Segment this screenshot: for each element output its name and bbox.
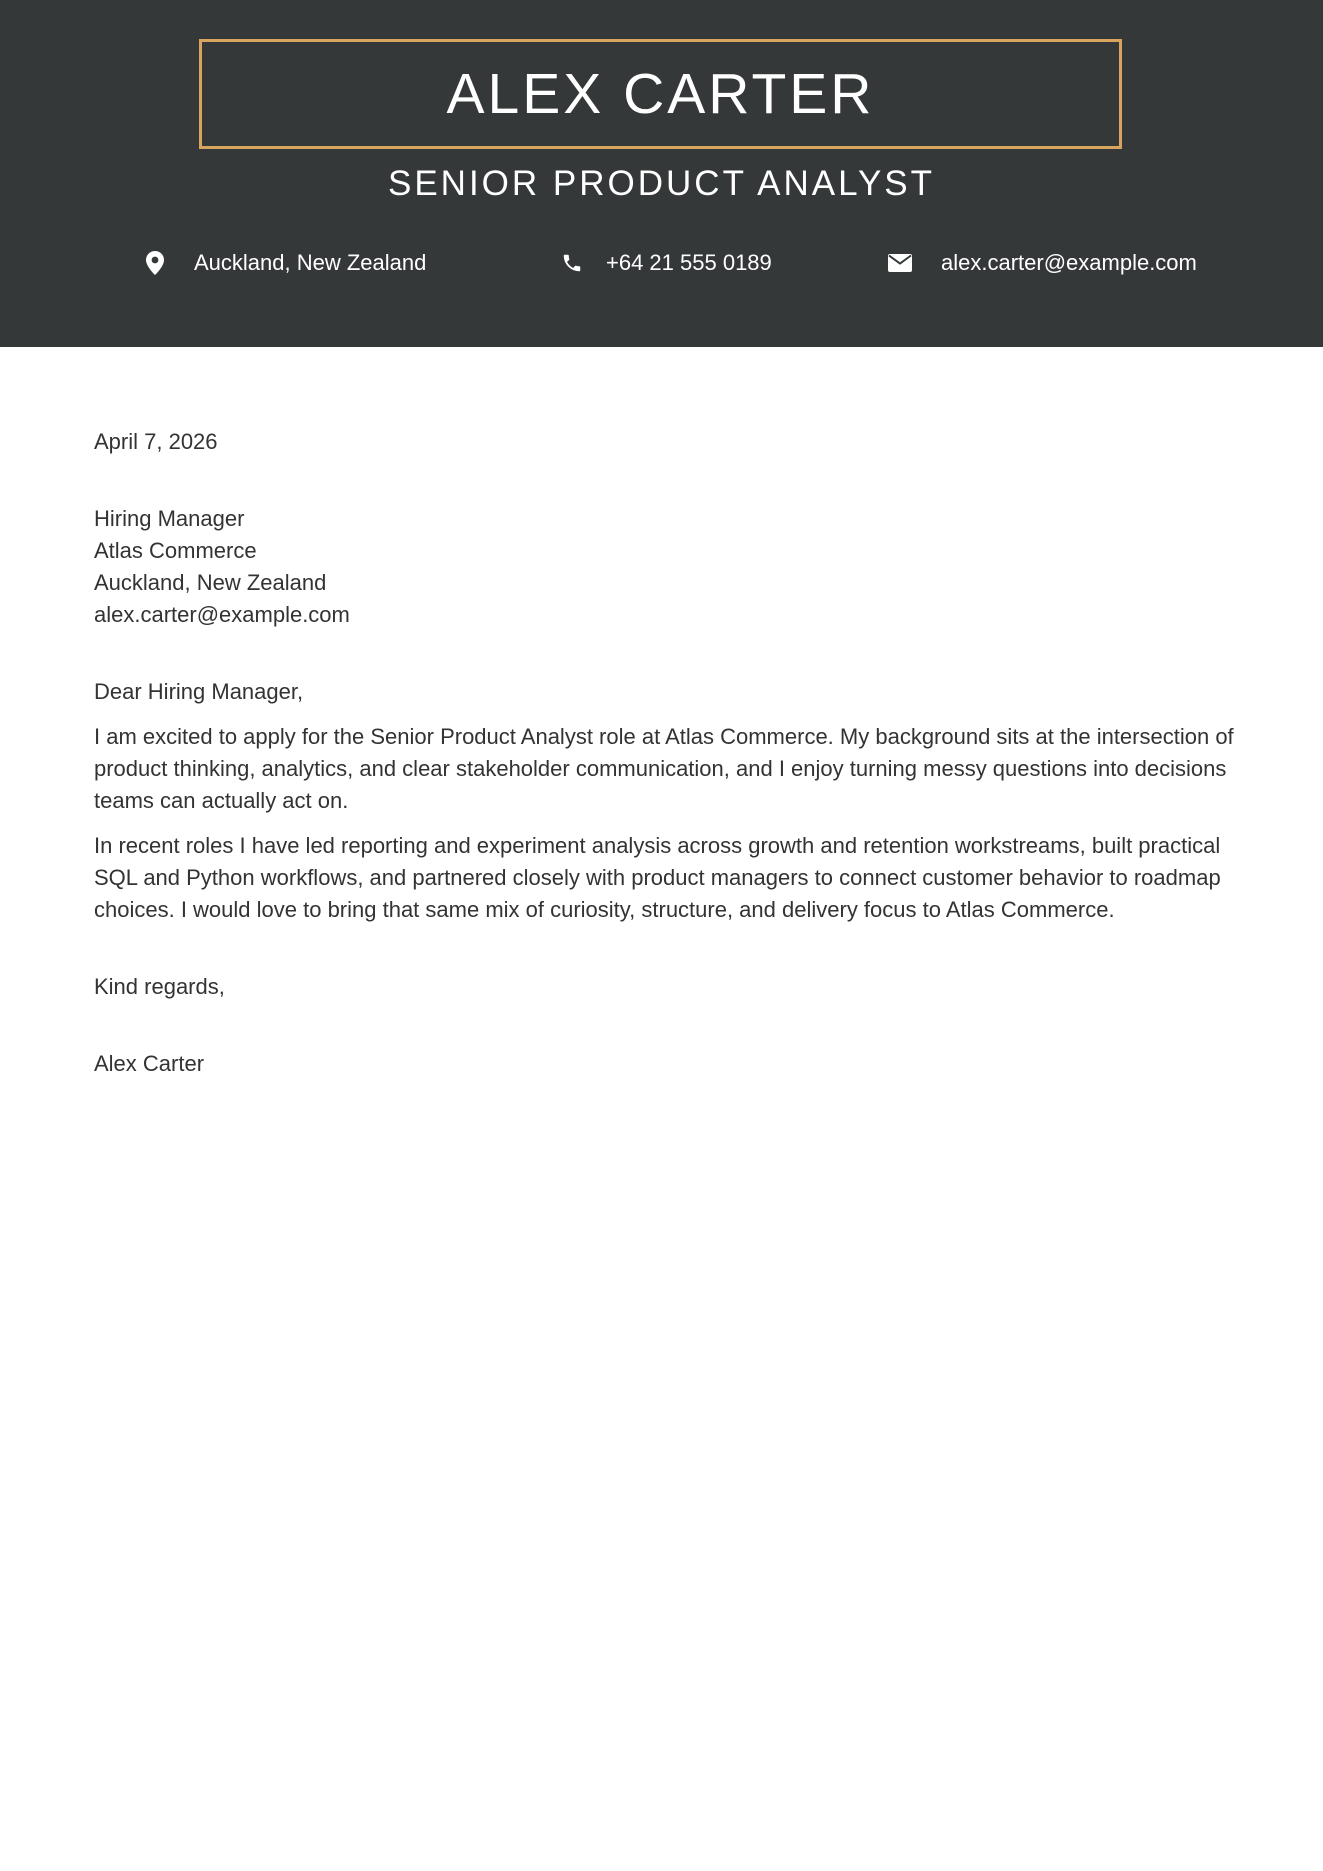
phone-icon — [560, 251, 584, 275]
job-title: SENIOR PRODUCT ANALYST — [387, 164, 936, 203]
letter-body — [94, 426, 1234, 1080]
name-frame — [199, 39, 1122, 149]
contact-email-text: alex.carter@example.com — [941, 250, 1197, 275]
contact-email — [888, 246, 1197, 280]
map-pin-icon — [143, 251, 167, 275]
recipient-name: Hiring Manager — [94, 506, 245, 531]
resume-header — [0, 0, 1323, 347]
contact-phone — [560, 246, 772, 280]
recipient-location: Auckland, New Zealand — [94, 570, 327, 595]
body-paragraph: In recent roles I have led reporting and experiment analysis across growth and retention workstreams, built practical SQL and Python workflows, and partnered closely with product managers to connect customer behavior to roadmap choices. I would love to bring that same mix of curiosity, structure, and delivery focus to Atlas Commerce. — [94, 833, 1221, 922]
applicant-name: ALEX CARTER — [446, 61, 875, 126]
recipient-block — [94, 503, 1234, 631]
body-paragraph: I am excited to apply for the Senior Product Analyst role at Atlas Commerce. My background sits at the intersection of product thinking, analytics, and clear stakeholder communication, and I enjoy turning messy questions into decisions teams can actually act on. — [94, 724, 1234, 813]
salutation: Dear Hiring Manager, — [94, 679, 304, 704]
signature: Alex Carter — [94, 1051, 205, 1076]
contact-location-text: Auckland, New Zealand — [194, 250, 427, 275]
contact-location — [143, 246, 426, 280]
contact-phone-text: +64 21 555 0189 — [606, 250, 772, 275]
recipient-email: alex.carter@example.com — [94, 602, 350, 627]
letter-date: April 7, 2026 — [94, 429, 218, 454]
recipient-company: Atlas Commerce — [94, 538, 257, 563]
envelope-icon — [888, 251, 912, 275]
closing: Kind regards, — [94, 974, 225, 999]
